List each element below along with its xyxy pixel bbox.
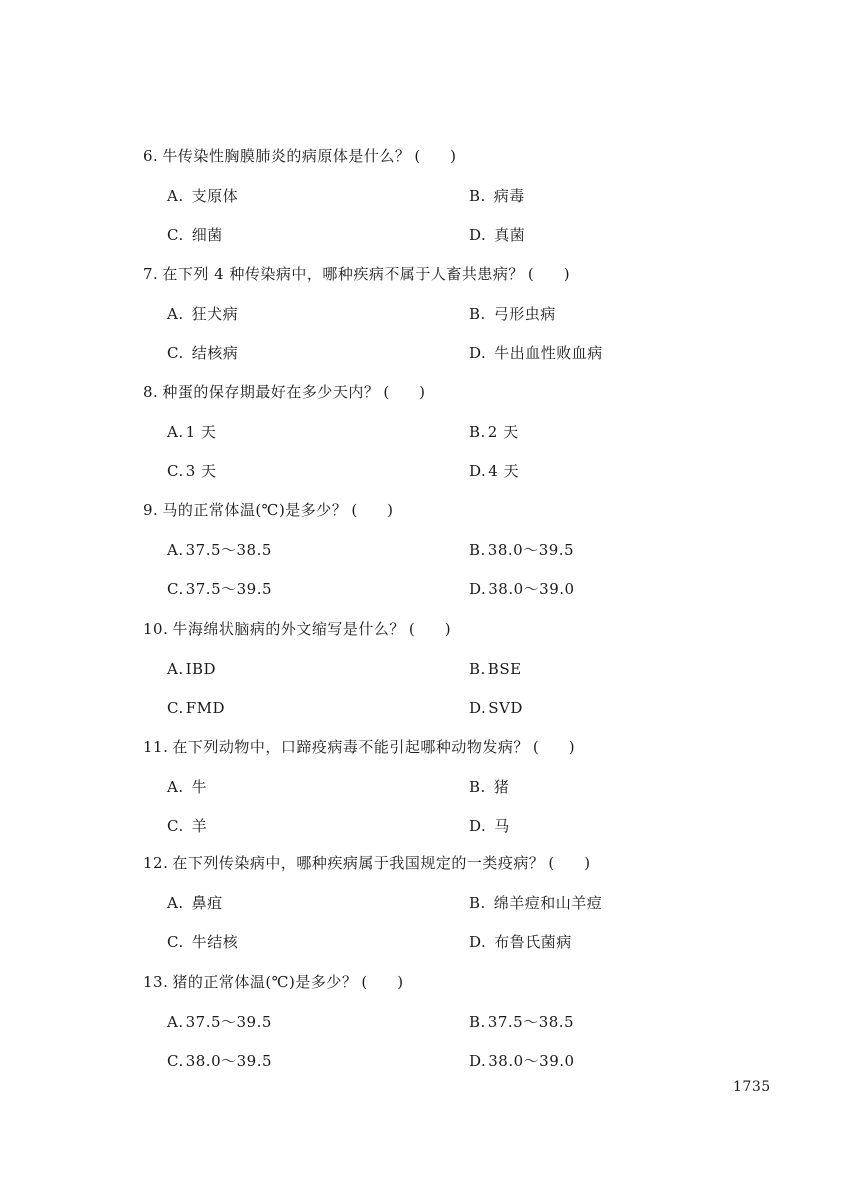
options-row — [143, 579, 823, 599]
options-row — [143, 186, 823, 206]
option-c: C. 3 天 — [167, 462, 217, 480]
question-number: 12. — [143, 854, 169, 872]
option-c: C. 牛结核 — [167, 933, 239, 951]
question-stem — [143, 500, 823, 520]
option-a: A. 牛 — [167, 778, 208, 796]
option-d: D. 马 — [469, 817, 510, 835]
options-row — [143, 698, 823, 718]
page-number: 1735 — [733, 1079, 771, 1095]
answer-blank: ( ) — [383, 383, 426, 401]
question-9 — [143, 500, 823, 599]
question-text: 猪的正常体温(℃)是多少？ — [172, 973, 358, 991]
question-text: 在下列传染病中，哪种疾病属于我国规定的一类疫病？ — [172, 854, 545, 872]
option-c: C. FMD — [167, 699, 226, 717]
question-number: 8. — [143, 383, 159, 401]
option-a: A. 支原体 — [167, 187, 239, 205]
question-8 — [143, 382, 823, 481]
question-number: 6. — [143, 147, 159, 165]
question-stem — [143, 619, 823, 639]
options-row — [143, 932, 823, 952]
option-b: B. 37.5～38.5 — [469, 1013, 575, 1031]
answer-blank: ( ) — [548, 854, 591, 872]
option-c: C. 38.0～39.5 — [167, 1052, 273, 1070]
options-row — [143, 461, 823, 481]
options-row — [143, 343, 823, 363]
question-text: 牛海绵状脑病的外文缩写是什么？ — [172, 620, 405, 638]
question-number: 10. — [143, 620, 169, 638]
options-row — [143, 816, 823, 836]
answer-blank: ( ) — [361, 973, 404, 991]
option-a: A. 1 天 — [167, 423, 217, 441]
options-row — [143, 225, 823, 245]
option-c: C. 细菌 — [167, 226, 223, 244]
option-a: A. 37.5～38.5 — [167, 541, 272, 559]
question-number: 11. — [143, 738, 169, 756]
question-stem — [143, 972, 823, 992]
question-stem — [143, 737, 823, 757]
option-a: A. 鼻疽 — [167, 894, 223, 912]
option-b: B. 弓形虫病 — [469, 305, 556, 323]
answer-blank: ( ) — [408, 620, 451, 638]
option-b: B. 2 天 — [469, 423, 519, 441]
options-row — [143, 540, 823, 560]
question-13 — [143, 972, 823, 1071]
question-number: 7. — [143, 265, 159, 283]
question-12 — [143, 853, 823, 952]
question-10 — [143, 619, 823, 718]
question-11 — [143, 737, 823, 836]
question-stem — [143, 853, 823, 873]
question-text: 在下列动物中，口蹄疫病毒不能引起哪种动物发病？ — [172, 738, 529, 756]
option-d: D. 4 天 — [469, 462, 520, 480]
option-c: C. 羊 — [167, 817, 208, 835]
question-number: 9. — [143, 501, 159, 519]
question-stem — [143, 146, 823, 166]
options-row — [143, 893, 823, 913]
option-a: A. 狂犬病 — [167, 305, 239, 323]
option-b: B. BSE — [469, 660, 522, 678]
question-text: 马的正常体温(℃)是多少？ — [162, 501, 348, 519]
question-text: 牛传染性胸膜肺炎的病原体是什么？ — [162, 147, 411, 165]
option-b: B. 猪 — [469, 778, 510, 796]
options-row — [143, 777, 823, 797]
option-b: B. 绵羊痘和山羊痘 — [469, 894, 603, 912]
option-d: D. 牛出血性败血病 — [469, 344, 603, 362]
options-row — [143, 304, 823, 324]
question-stem — [143, 264, 823, 284]
question-text: 种蛋的保存期最好在多少天内？ — [162, 383, 380, 401]
answer-blank: ( ) — [414, 147, 457, 165]
option-a: A. IBD — [167, 660, 217, 678]
option-b: B. 38.0～39.5 — [469, 541, 575, 559]
question-stem — [143, 382, 823, 402]
options-row — [143, 659, 823, 679]
option-d: D. 布鲁氏菌病 — [469, 933, 572, 951]
options-row — [143, 1012, 823, 1032]
option-b: B. 病毒 — [469, 187, 525, 205]
option-c: C. 结核病 — [167, 344, 239, 362]
answer-blank: ( ) — [532, 738, 575, 756]
option-c: C. 37.5～39.5 — [167, 580, 273, 598]
question-7 — [143, 264, 823, 363]
option-d: D. 真菌 — [469, 226, 526, 244]
option-d: D. 38.0～39.0 — [469, 1052, 575, 1070]
option-a: A. 37.5～39.5 — [167, 1013, 272, 1031]
question-6 — [143, 146, 823, 245]
options-row — [143, 422, 823, 442]
answer-blank: ( ) — [527, 265, 570, 283]
question-text: 在下列 4 种传染病中，哪种疾病不属于人畜共患病？ — [162, 265, 524, 283]
option-d: D. SVD — [469, 699, 523, 717]
option-d: D. 38.0～39.0 — [469, 580, 575, 598]
options-row — [143, 1051, 823, 1071]
question-number: 13. — [143, 973, 169, 991]
answer-blank: ( ) — [351, 501, 394, 519]
